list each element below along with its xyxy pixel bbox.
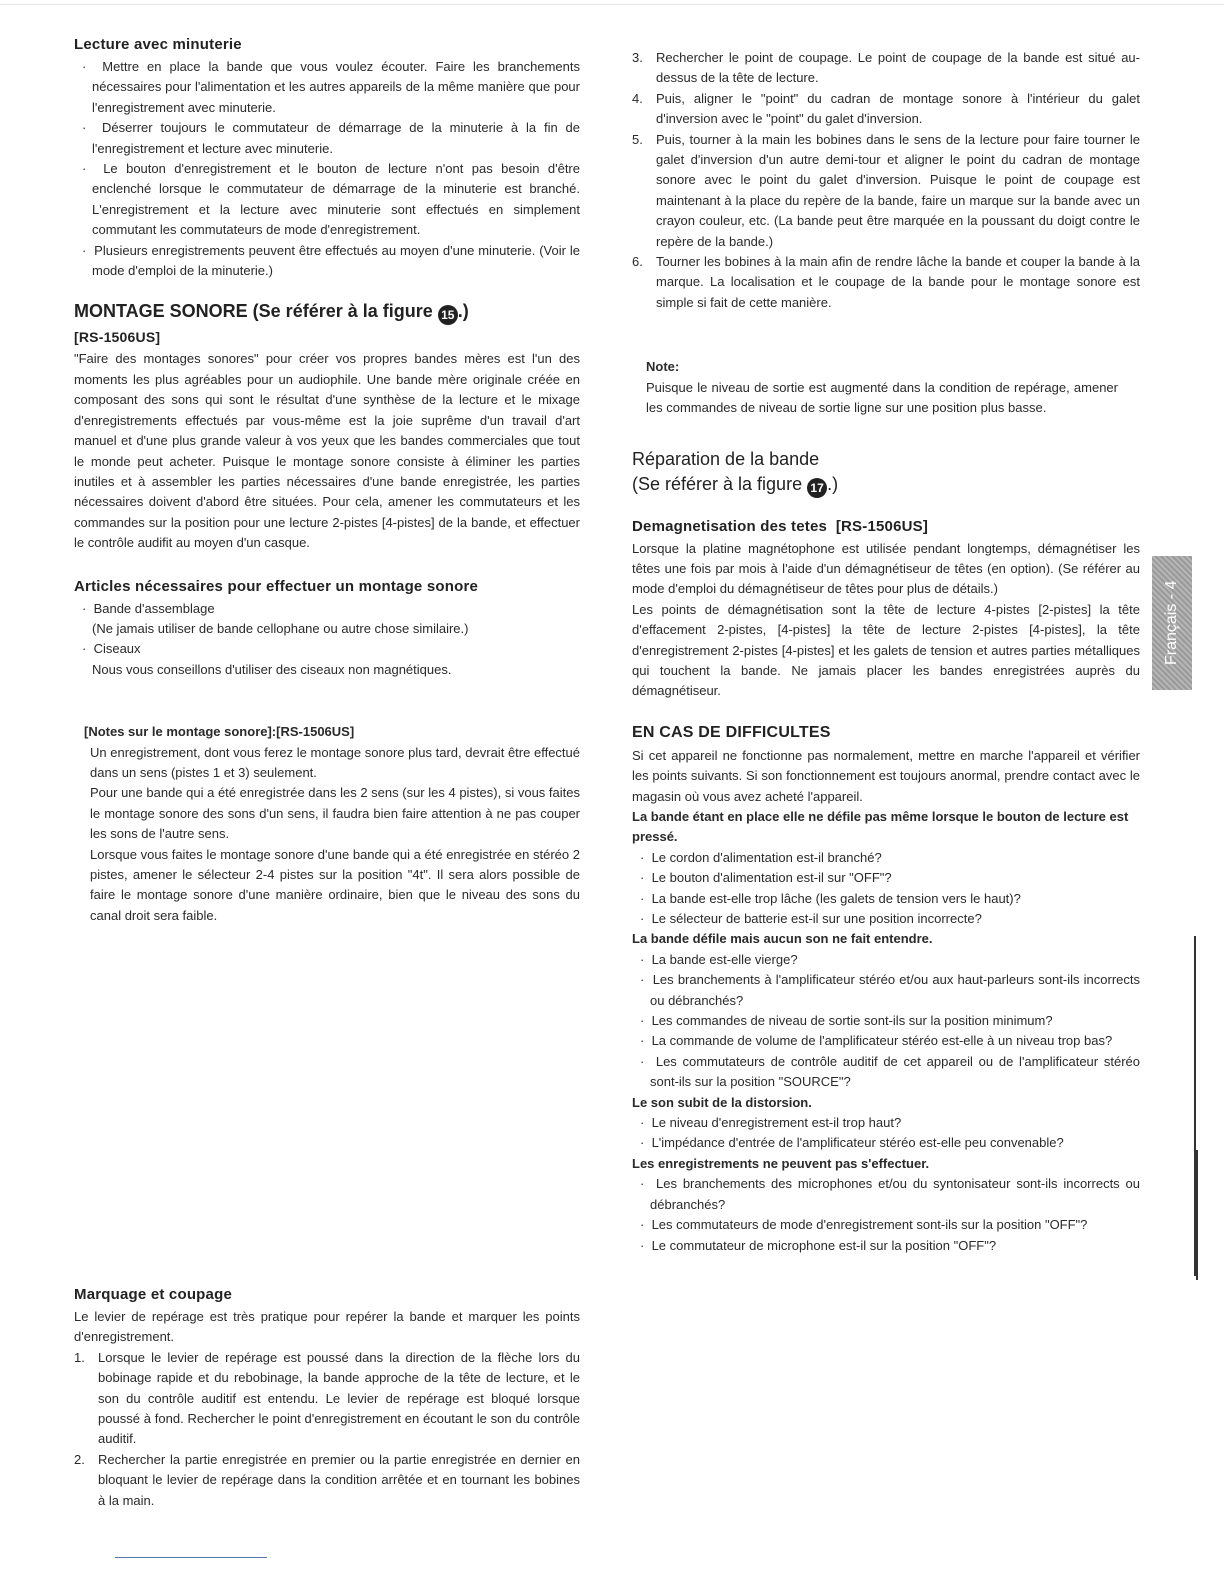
list-item: · Plusieurs enregistrements peuvent être effectués au moyen d'une minuterie. (Voir le mode d'emploi de la minuterie.) bbox=[74, 241, 580, 282]
demag-heading bbox=[632, 518, 1140, 535]
notes-montage-p2: Pour une bande qui a été enregistrée dans les 2 sens (sur les 4 pistes), si vous faites le montage sonore des sons d'un sens, il faudra bien faire attention à ne pas couper les sons de l'autre sens. bbox=[90, 785, 580, 842]
notes-montage-section bbox=[84, 722, 580, 926]
notes-montage-p1: Un enregistrement, dont vous ferez le montage sonore plus tard, devrait être effectué dans un sens (pistes 1 et 3) seulement. bbox=[90, 744, 580, 780]
list-item: · L'impédance d'entrée de l'amplificateur stéréo est-elle peu convenable? bbox=[632, 1133, 1140, 1153]
reparation-heading-2 bbox=[632, 472, 1140, 498]
list-item: · Déserrer toujours le commutateur de démarrage de la minuterie à la fin de l'enregistrement et lecture avec minuterie. bbox=[74, 118, 580, 159]
list-item: · Le commutateur de microphone est-il sur la position "OFF"? bbox=[632, 1236, 1140, 1256]
articles-list bbox=[74, 599, 580, 619]
montage-section bbox=[74, 301, 580, 553]
group-title: La bande étant en place elle ne défile pas même lorsque le bouton de lecture est pressé. bbox=[632, 808, 1129, 845]
list-item: · La commande de volume de l'amplificateur stéréo est-elle à un niveau trop bas? bbox=[632, 1031, 1140, 1051]
step-text: Puis, tourner à la main les bobines dans le sens de la lecture pour faire tourner le galet d'inversion d'un autre demi-tour et aligner le point du cadran de montage sonore avec le point du galet d'inversion. Puisque le point de coupage est maintenant à la place du repère de la bande, faire un marque sur la bande avec un crayon couleur, etc. (La bande peut être marquée en la poussant du doigt contre le repère de la bande.) bbox=[656, 131, 1140, 249]
articles-section bbox=[74, 578, 580, 681]
demag-model: [RS-1506US] bbox=[835, 517, 929, 535]
note-text: Puisque le niveau de sortie est augmenté dans la condition de repérage, amener les commandes de niveau de sortie ligne sur une position plus basse. bbox=[646, 379, 1118, 416]
figure-15-icon: 15 bbox=[438, 305, 458, 325]
step-text: Rechercher le point de coupage. Le point de coupage de la bande est situé au-dessus de la tête de lecture. bbox=[656, 50, 1140, 86]
list-item: · Les commandes de niveau de sortie sont-ils sur la position minimum? bbox=[632, 1011, 1140, 1031]
difficultes-section bbox=[632, 724, 1140, 1256]
list-item: · Le sélecteur de batterie est-il sur une position incorrecte? bbox=[632, 909, 1140, 929]
list-item bbox=[632, 48, 1140, 89]
notes-montage-heading: [Notes sur le montage sonore]:[RS-1506US] bbox=[84, 724, 355, 740]
list-item bbox=[632, 89, 1140, 130]
figure-17-icon: 17 bbox=[807, 478, 827, 498]
right-column bbox=[632, 48, 1140, 1256]
list-item: · Les commutateurs de contrôle auditif de cet appareil ou de l'amplificateur stéréo sont-ils sur la position "SOURCE"? bbox=[632, 1052, 1140, 1093]
left-column bbox=[74, 36, 580, 1508]
list-item: · Les commutateurs de mode d'enregistrement sont-ils sur la position "OFF"? bbox=[632, 1215, 1140, 1235]
reparation-heading-text: (Se référer à la figure bbox=[632, 473, 803, 494]
step-number: 5. bbox=[632, 131, 643, 147]
group-title: La bande défile mais aucun son ne fait entendre. bbox=[632, 931, 933, 947]
group-list bbox=[632, 950, 1140, 1093]
demag-p1: Lorsque la platine magnétophone est utilisée pendant longtemps, démagnétiser les têtes une fois par mois à l'aide d'un démagnétiseur de têtes (en option). (Se référer au mode d'emploi du démagnétiseur de têtes pour plus de détails.) bbox=[632, 540, 1140, 597]
demag-section bbox=[632, 518, 1140, 702]
articles-item2-note: Nous vous conseillons d'utiliser des ciseaux non magnétiques. bbox=[92, 661, 452, 677]
lecture-list bbox=[74, 57, 580, 281]
group-list bbox=[632, 848, 1140, 930]
list-item bbox=[632, 252, 1140, 313]
group-title: Le son subit de la distorsion. bbox=[632, 1094, 812, 1110]
difficultes-heading: EN CAS DE DIFFICULTES bbox=[632, 723, 831, 741]
reparation-heading-1: Réparation de la bande bbox=[632, 448, 820, 469]
step-number: 3. bbox=[632, 50, 643, 65]
list-item: · Mettre en place la bande que vous voulez écouter. Faire les branchements nécessaires pour l'alimentation et les autres appareils de la même manière que pour l'enregistrement avec minuterie. bbox=[74, 57, 580, 118]
montage-model: [RS-1506US] bbox=[74, 329, 161, 346]
note-section bbox=[646, 357, 1118, 418]
lecture-heading: Lecture avec minuterie bbox=[74, 36, 242, 53]
top-edge bbox=[0, 4, 1224, 5]
marquage-heading: Marquage et coupage bbox=[74, 1286, 232, 1303]
step-text: Tourner les bobines à la main afin de rendre lâche la bande et couper la bande à la marque. La localisation et le coupage de la bande pour le montage sonore est simple si fait de cette manière. bbox=[656, 254, 1140, 310]
step-text: Puis, aligner le "point" du cadran de montage sonore à l'intérieur du galet d'inversion avec le "point" du galet d'inversion. bbox=[656, 90, 1140, 127]
step-text: Lorsque le levier de repérage est poussé dans la direction de la flèche lors du bobinage rapide et du rebobinage, la bande approche de la tête de lecture, et le son du contrôle auditif est entendu. Le levier de repérage est bloqué lorsque poussé à fond. Rechercher le point d'enregistrement en écoutant le son du contrôle auditif. bbox=[98, 1349, 580, 1447]
bottom-rule bbox=[115, 1557, 267, 1558]
step-number: 6. bbox=[632, 254, 643, 270]
difficultes-intro: Si cet appareil ne fonctionne pas normalement, mettre en marche l'appareil et vérifier les points suivants. Si son fonctionnement est toujours anormal, prendre contact avec le magasin où vous avez acheté l'appareil. bbox=[632, 747, 1140, 804]
group-list bbox=[632, 1113, 1140, 1154]
group-list bbox=[632, 1174, 1140, 1256]
demag-p2: Les points de démagnétisation sont la tête de lecture 4-pistes [2-pistes] la tête d'effacement 2-pistes, [4-pistes] la tête de lecture 2-pistes [4-pistes], la tête d'enregistrement 2-pistes [4-pistes] et les galets de tension et autres parties métalliques qui touchent la bande. Ne jamais placer les bandes enregistrées auprès du démagnétiseur. bbox=[632, 601, 1140, 699]
list-item: · La bande est-elle trop lâche (les galets de tension vers le haut)? bbox=[632, 889, 1140, 909]
list-item bbox=[632, 130, 1140, 252]
lecture-section bbox=[74, 36, 580, 281]
list-item: · Les branchements à l'amplificateur stéréo et/ou aux haut-parleurs sont-ils incorrects ou débranchés? bbox=[632, 970, 1140, 1011]
marquage-steps-left bbox=[74, 1348, 580, 1511]
list-item: · Le cordon d'alimentation est-il branché? bbox=[632, 848, 1140, 868]
step-number: 4. bbox=[632, 90, 643, 106]
list-item: · Les branchements des microphones et/ou du syntonisateur sont-ils incorrects ou débranchés? bbox=[632, 1174, 1140, 1215]
reparation-section bbox=[632, 447, 1140, 498]
margin-bar bbox=[1196, 1150, 1198, 1280]
list-item bbox=[74, 1348, 580, 1450]
articles-heading: Articles nécessaires pour effectuer un montage sonore bbox=[74, 577, 479, 595]
articles-list-2 bbox=[74, 639, 580, 659]
montage-heading-text: MONTAGE SONORE (Se référer à la figure bbox=[74, 301, 433, 322]
marquage-steps-right bbox=[632, 48, 1140, 313]
articles-item1-note: (Ne jamais utiliser de bande cellophane ou autre chose similaire.) bbox=[92, 620, 469, 636]
montage-heading bbox=[74, 301, 580, 325]
list-item: · Bande d'assemblage bbox=[74, 599, 580, 619]
list-item: · Le bouton d'enregistrement et le bouton de lecture n'ont pas besoin d'être enclenché lorsque le commutateur de démarrage de la minuterie est branché. L'enregistrement et la lecture avec minuterie sont effectués en simplement commutant les commutateurs de mode d'enregistrement. bbox=[74, 159, 580, 241]
montage-paragraph: "Faire des montages sonores" pour créer vos propres bandes mères est l'un des moments les plus agréables pour un audiophile. Une bande mère originale créée en composant des sons qui sont le résultat d'une synthèse de la lecture et le mixage d'enregistrements effectués par vous-même est la joie suprême d'un travail d'art manuel et d'une plus grande valeur à vos yeux que les bandes commerciales que tout le monde peut acheter. Puisque le montage sonore consiste à éliminer les parties inutiles et à assembler les parties nécessaires d'une bande enregistrée, les parties nécessaires doivent d'abord être situées. Pour cela, amener les commutateurs et les commandes sur la position pour une lecture 2-pistes [4-pistes] de la bande, et effectuer le contrôle audifit au moyen d'un casque. bbox=[74, 351, 580, 551]
montage-heading-end: .) bbox=[457, 301, 469, 322]
list-item bbox=[74, 1450, 580, 1511]
reparation-heading-end: .) bbox=[827, 473, 839, 494]
step-number: 1. bbox=[74, 1349, 85, 1365]
notes-montage-p3: Lorsque vous faites le montage sonore d'une bande qui a été enregistrée en stéréo 2 pistes, amener le sélecteur 2-4 pistes sur la position "4t". Il sera alors possible de faire le montage sonore d'une manière ordinaire, bien que le niveau des sons du canal droit sera faible. bbox=[90, 846, 580, 923]
list-item: · Le niveau d'enregistrement est-il trop haut? bbox=[632, 1113, 1140, 1133]
list-item: · Ciseaux bbox=[74, 639, 580, 659]
step-number: 2. bbox=[74, 1451, 85, 1467]
note-heading: Note: bbox=[646, 359, 680, 375]
step-text: Rechercher la partie enregistrée en premier ou la partie enregistrée en dernier en bloquant le levier de repérage dans la condition arrêtée et en tournant les bobines à la main. bbox=[98, 1451, 580, 1508]
marquage-section bbox=[74, 1286, 580, 1511]
group-title: Les enregistrements ne peuvent pas s'effectuer. bbox=[632, 1155, 930, 1171]
language-tab-label: Français - 4 bbox=[1163, 580, 1180, 666]
list-item: · Le bouton d'alimentation est-il sur "OFF"? bbox=[632, 868, 1140, 888]
demag-heading-text: Demagnetisation des tetes bbox=[632, 517, 828, 535]
marquage-intro: Le levier de repérage est très pratique pour repérer la bande et marquer les points d'enregistrement. bbox=[74, 1309, 580, 1345]
list-item: · La bande est-elle vierge? bbox=[632, 950, 1140, 970]
